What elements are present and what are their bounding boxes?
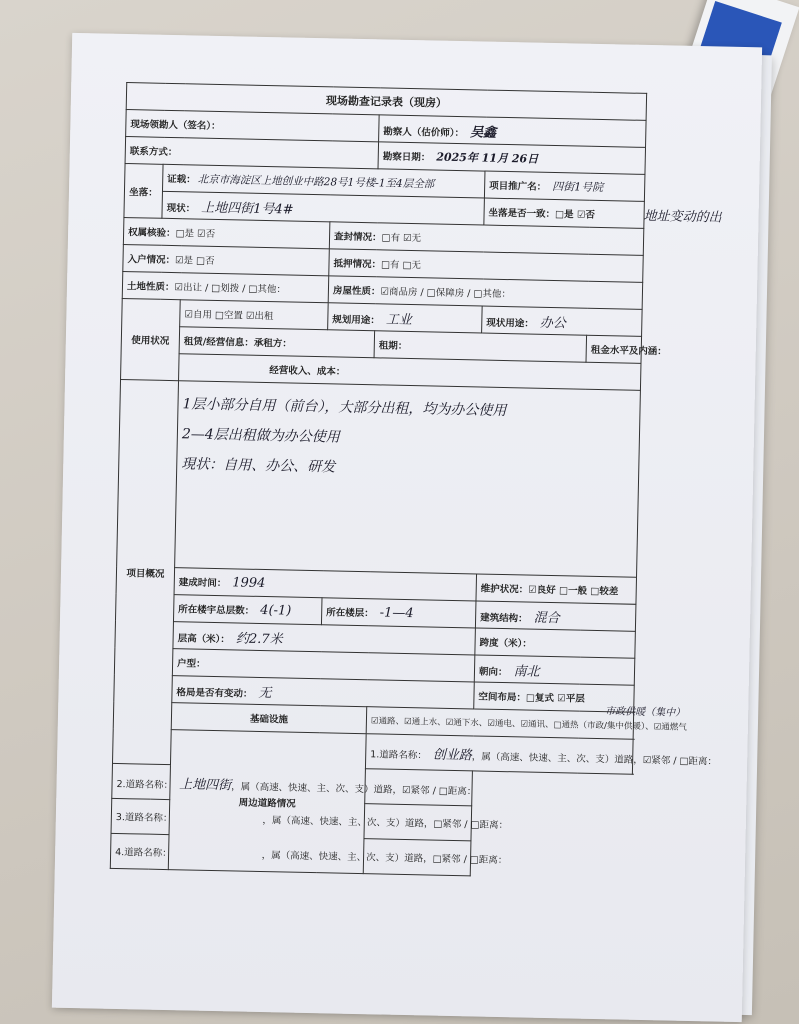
built-year: 1994 bbox=[232, 574, 266, 591]
surveyor-signature: 吴鑫 bbox=[469, 124, 497, 141]
built-year-field: 建成时间： 1994 bbox=[174, 568, 476, 601]
current-use-field: 现状用途： 办公 bbox=[482, 306, 643, 336]
plan-use: 工业 bbox=[385, 312, 413, 328]
infrastructure-label: 基础设施 bbox=[171, 703, 367, 734]
cert-address-field: 证载： 北京市海淀区上地创业中路28号1号楼-1至4层全部 bbox=[162, 164, 484, 198]
span-label: 跨度（米）： bbox=[475, 628, 636, 658]
orientation: 南北 bbox=[513, 663, 540, 680]
height-field: 层高（米）： 约2.7米 bbox=[173, 622, 475, 655]
actual-address-field: 现状： 上地四街1号4# bbox=[162, 191, 484, 225]
leader-label: 现场领勘人（签名）： bbox=[126, 110, 380, 142]
road-name-2: 上地四街 bbox=[178, 776, 232, 793]
promo-name-field: 项目推广名： 四街1号院 bbox=[484, 171, 645, 201]
orientation-field: 朝向： 南北 bbox=[474, 655, 635, 685]
contact-label: 联系方式： bbox=[125, 137, 379, 169]
road-row-2: 2.道路名称： 上地四街，属（高速、快速、主、次、支）道路，☑紧邻 / □距离： bbox=[112, 763, 473, 806]
actual-address: 上地四街1号4# bbox=[201, 200, 294, 218]
infrastructure-note: 市政供暖（集中） bbox=[605, 706, 686, 719]
road-row-1: 1.道路名称： 创业路，属（高速、快速、主、次、支）道路，☑紧邻 / □距离： bbox=[365, 734, 633, 775]
floor-range: -1—4 bbox=[379, 604, 414, 621]
form-title: 现场勘查记录表（现房） bbox=[126, 83, 647, 121]
income-label: 经营收入、成本： bbox=[179, 354, 642, 391]
overview-line-3: 現状：自用、办公、研发 bbox=[181, 456, 336, 476]
infrastructure-field: 市政供暖（集中） ☑通路、☑通上水、☑通下水、☑通电、☑通讯、□通热（市政/集中供暖）、☑通燃气 bbox=[366, 707, 634, 740]
rent-label: 租赁/经营信息：承租方： bbox=[179, 327, 375, 358]
mortgage-field: 抵押情况：□有 □无 bbox=[329, 249, 644, 283]
total-floors-field: 所在楼宇总层数： 4(-1) bbox=[173, 595, 322, 625]
side-handwritten-note: 地址变动的出 bbox=[643, 208, 722, 226]
road-row-4: 4.道路名称： ，属（高速、快速、主、次、支）道路，□紧邻 / □距离： bbox=[110, 833, 471, 876]
promo-name: 四街1号院 bbox=[552, 179, 604, 195]
overview-line-2: 2—4层出租做为办公使用 bbox=[181, 426, 340, 446]
layout-change: 无 bbox=[258, 685, 272, 701]
floor-height: 约2.7米 bbox=[235, 630, 283, 647]
overview-notes bbox=[175, 381, 641, 578]
location-label: 坐落： bbox=[124, 164, 163, 219]
location-consistent-field: 坐落是否一致：□是 ☑否 bbox=[484, 198, 645, 228]
survey-form-sheet bbox=[52, 33, 762, 1022]
cert-address: 北京市海淀区上地创业中路28号1号楼-1至4层全部 bbox=[197, 173, 435, 190]
date-field: 勘察日期： 2025年 11月 26日 bbox=[378, 142, 646, 175]
usage-options: ☑自用 □空置 ☑出租 bbox=[180, 300, 329, 330]
surveyor-field: 勘察人（估价师）： 吴鑫 bbox=[379, 115, 647, 148]
survey-date: 2025年 11月 26日 bbox=[436, 150, 539, 166]
unit-type-label: 户型： bbox=[172, 649, 474, 682]
overview-line-1: 1层小部分自用（前台），大部分出租，均为办公使用 bbox=[182, 396, 507, 420]
land-field: 土地性质：☑出让 / □划拨 / □其他： bbox=[122, 271, 329, 302]
plan-use-field: 规划用途： 工业 bbox=[328, 303, 483, 333]
space-layout-field: 空间布局：□复式 ☑平层 bbox=[474, 682, 635, 712]
current-use: 办公 bbox=[539, 315, 566, 331]
maintenance-field: 维护状况：☑良好 □一般 □较差 bbox=[476, 574, 637, 604]
total-floors: 4(-1) bbox=[260, 602, 292, 619]
layout-change-field: 格局是否有变动： 无 bbox=[172, 676, 474, 709]
rent-period-label: 租期： bbox=[374, 331, 587, 362]
rent-level-label: 租金水平及内涵： bbox=[586, 335, 642, 363]
road-label: 周边道路情况 bbox=[168, 730, 366, 874]
house-field: 房屋性质：☑商品房 / □保障房 / □其他： bbox=[328, 276, 643, 310]
structure: 混合 bbox=[533, 610, 560, 626]
road-name-1: 创业路 bbox=[432, 747, 472, 763]
seal-field: 查封情况：□有 ☑无 bbox=[329, 222, 644, 256]
overview-label: 项目概况 bbox=[112, 379, 178, 764]
structure-field: 建筑结构： 混合 bbox=[475, 601, 636, 631]
road-row-3: 3.道路名称： ，属（高速、快速、主、次、支）道路，□紧邻 / □距离： bbox=[111, 798, 472, 841]
floor-field: 所在楼层： -1—4 bbox=[321, 598, 476, 628]
entry-field: 入户情况：☑是 □否 bbox=[123, 244, 330, 275]
usage-label: 使用状况 bbox=[121, 298, 181, 380]
ownership-field: 权属核验：□是 ☑否 bbox=[123, 218, 330, 249]
